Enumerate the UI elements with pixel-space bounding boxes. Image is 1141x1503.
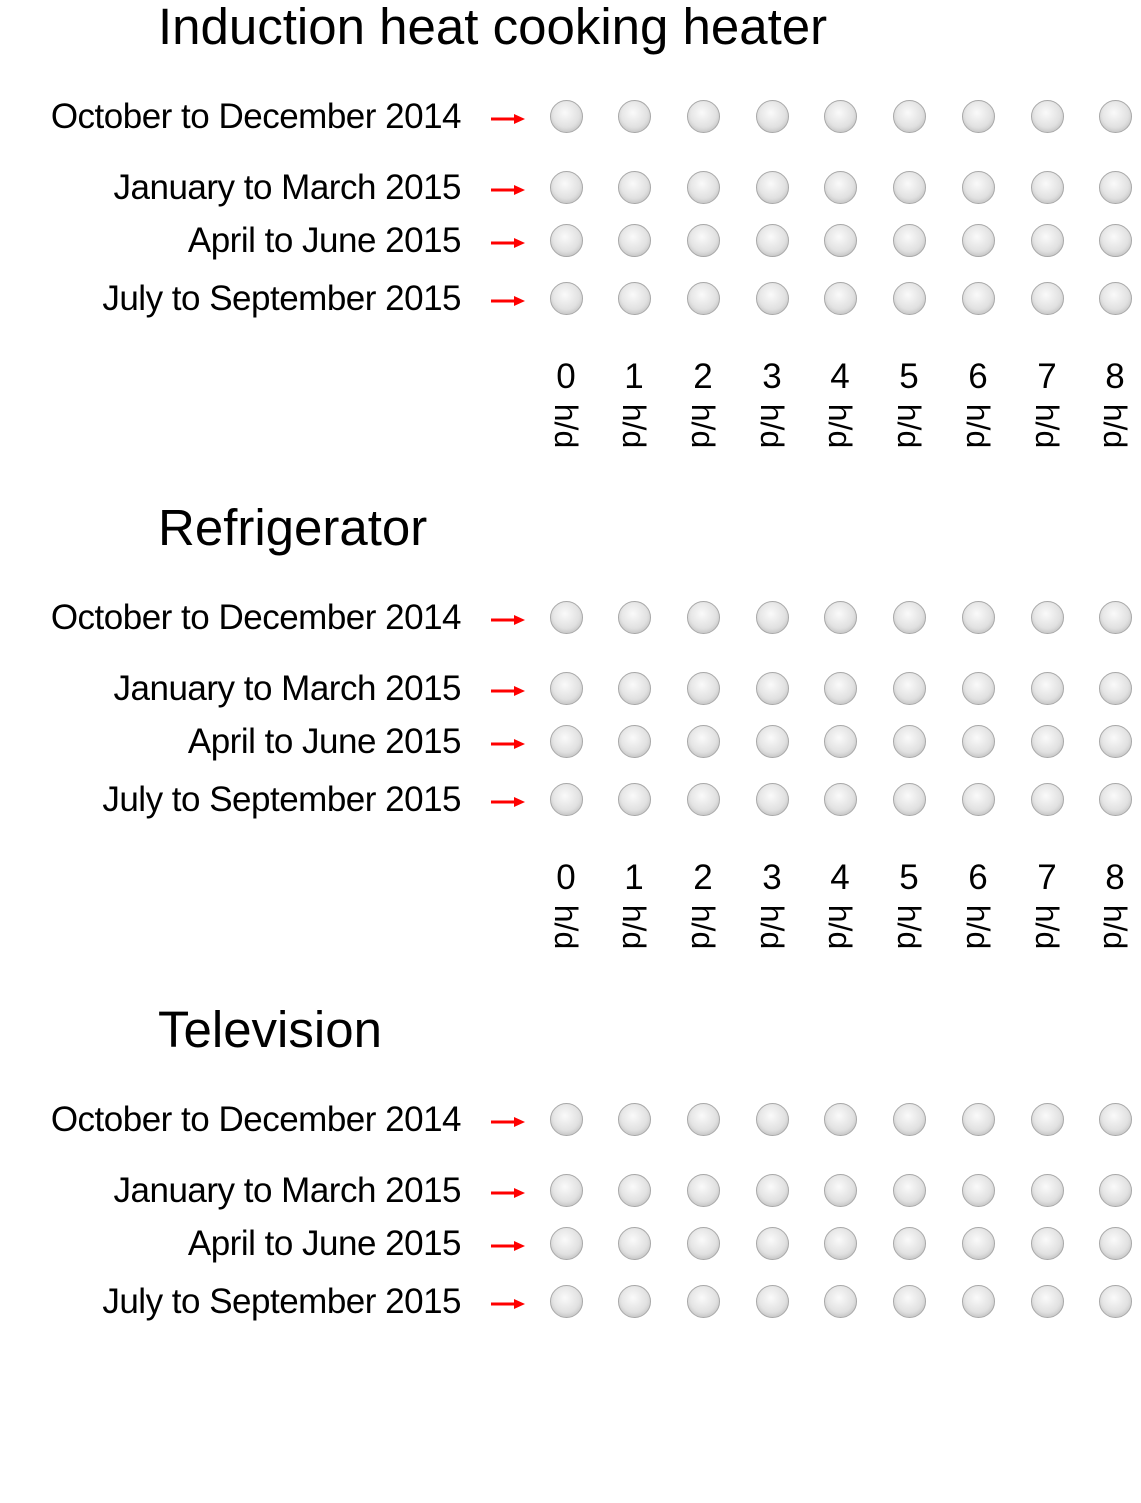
question-row [0, 168, 1141, 208]
radio-option-7-hd[interactable] [1031, 171, 1064, 204]
radio-option-3-hd[interactable] [756, 224, 789, 257]
arrow-right-icon [490, 1171, 526, 1211]
scale-value: 5 [899, 357, 919, 396]
radio-option-1-hd[interactable] [618, 725, 651, 758]
radio-option-0-hd[interactable] [550, 1103, 583, 1136]
scale-unit: h/d [1029, 904, 1065, 950]
radio-option-1-hd[interactable] [618, 1285, 651, 1318]
radio-option-5-hd[interactable] [893, 725, 926, 758]
radio-option-8-hd[interactable] [1099, 282, 1132, 315]
scale-unit: h/d [685, 403, 721, 449]
radio-option-4-hd[interactable] [824, 783, 857, 816]
scale-unit: h/d [891, 403, 927, 449]
radio-option-5-hd[interactable] [893, 171, 926, 204]
radio-option-3-hd[interactable] [756, 601, 789, 634]
radio-option-1-hd[interactable] [618, 1174, 651, 1207]
radio-option-6-hd[interactable] [962, 672, 995, 705]
radio-option-2-hd[interactable] [687, 1174, 720, 1207]
scale-tick [752, 358, 792, 463]
radio-option-1-hd[interactable] [618, 171, 651, 204]
hours-per-day-scale [0, 358, 1141, 463]
radio-option-6-hd[interactable] [962, 1285, 995, 1318]
radio-option-6-hd[interactable] [962, 100, 995, 133]
scale-value: 3 [762, 357, 782, 396]
radio-option-0-hd[interactable] [550, 601, 583, 634]
appliance-section [0, 0, 1141, 500]
period-label: January to March 2015 [113, 168, 461, 207]
radio-option-3-hd[interactable] [756, 725, 789, 758]
radio-option-8-hd[interactable] [1099, 171, 1132, 204]
radio-option-4-hd[interactable] [824, 1174, 857, 1207]
period-label: April to June 2015 [187, 221, 461, 260]
arrow-right-icon [490, 669, 526, 709]
scale-unit: h/d [548, 403, 584, 449]
radio-option-6-hd[interactable] [962, 783, 995, 816]
radio-option-4-hd[interactable] [824, 224, 857, 257]
question-row [0, 1171, 1141, 1211]
radio-option-5-hd[interactable] [893, 672, 926, 705]
radio-option-4-hd[interactable] [824, 1227, 857, 1260]
scale-tick [1027, 859, 1067, 964]
arrow-right-icon [490, 221, 526, 261]
appliance-section [0, 501, 1141, 1001]
scale-unit: h/d [1097, 403, 1133, 449]
scale-value: 1 [624, 858, 644, 897]
radio-option-5-hd[interactable] [893, 100, 926, 133]
arrow-right-icon [490, 722, 526, 762]
scale-value: 0 [556, 858, 576, 897]
scale-value: 7 [1037, 858, 1057, 897]
period-label: January to March 2015 [113, 669, 461, 708]
radio-option-7-hd[interactable] [1031, 725, 1064, 758]
radio-option-7-hd[interactable] [1031, 672, 1064, 705]
arrow-right-icon [490, 780, 526, 820]
arrow-right-icon [490, 1282, 526, 1322]
radio-option-0-hd[interactable] [550, 1174, 583, 1207]
period-label: July to September 2015 [102, 279, 461, 318]
radio-option-5-hd[interactable] [893, 224, 926, 257]
scale-unit: h/d [960, 403, 996, 449]
radio-option-4-hd[interactable] [824, 100, 857, 133]
radio-option-3-hd[interactable] [756, 171, 789, 204]
radio-option-0-hd[interactable] [550, 100, 583, 133]
radio-option-8-hd[interactable] [1099, 100, 1132, 133]
scale-value: 4 [830, 357, 850, 396]
radio-option-4-hd[interactable] [824, 1285, 857, 1318]
radio-option-2-hd[interactable] [687, 282, 720, 315]
question-row [0, 279, 1141, 319]
scale-tick [820, 859, 860, 964]
radio-option-2-hd[interactable] [687, 1285, 720, 1318]
question-row [0, 1224, 1141, 1264]
period-label: July to September 2015 [102, 1282, 461, 1321]
arrow-right-icon [490, 279, 526, 319]
question-row [0, 1100, 1141, 1140]
radio-option-0-hd[interactable] [550, 783, 583, 816]
radio-option-1-hd[interactable] [618, 783, 651, 816]
scale-tick [1095, 859, 1135, 964]
scale-unit: h/d [960, 904, 996, 950]
period-label: April to June 2015 [187, 1224, 461, 1263]
radio-option-4-hd[interactable] [824, 282, 857, 315]
radio-option-1-hd[interactable] [618, 224, 651, 257]
radio-option-2-hd[interactable] [687, 725, 720, 758]
radio-option-7-hd[interactable] [1031, 1174, 1064, 1207]
scale-unit: h/d [1097, 904, 1133, 950]
arrow-right-icon [490, 1224, 526, 1264]
scale-unit: h/d [616, 403, 652, 449]
radio-option-1-hd[interactable] [618, 601, 651, 634]
radio-option-3-hd[interactable] [756, 1227, 789, 1260]
radio-option-8-hd[interactable] [1099, 672, 1132, 705]
question-row [0, 780, 1141, 820]
radio-option-8-hd[interactable] [1099, 725, 1132, 758]
scale-tick [958, 358, 998, 463]
radio-option-0-hd[interactable] [550, 1285, 583, 1318]
radio-option-0-hd[interactable] [550, 1227, 583, 1260]
radio-option-6-hd[interactable] [962, 1103, 995, 1136]
radio-option-3-hd[interactable] [756, 1103, 789, 1136]
period-label: April to June 2015 [187, 722, 461, 761]
radio-option-2-hd[interactable] [687, 601, 720, 634]
radio-option-7-hd[interactable] [1031, 1285, 1064, 1318]
scale-value: 4 [830, 858, 850, 897]
radio-option-8-hd[interactable] [1099, 1174, 1132, 1207]
section-title: Television [158, 1001, 382, 1058]
radio-option-6-hd[interactable] [962, 282, 995, 315]
scale-tick [889, 358, 929, 463]
arrow-right-icon [490, 168, 526, 208]
radio-option-2-hd[interactable] [687, 672, 720, 705]
arrow-right-icon [490, 598, 526, 638]
radio-option-2-hd[interactable] [687, 171, 720, 204]
radio-option-7-hd[interactable] [1031, 282, 1064, 315]
radio-option-5-hd[interactable] [893, 1174, 926, 1207]
scale-tick [683, 859, 723, 964]
radio-option-5-hd[interactable] [893, 1285, 926, 1318]
radio-option-8-hd[interactable] [1099, 1103, 1132, 1136]
radio-option-5-hd[interactable] [893, 1103, 926, 1136]
appliance-section [0, 1003, 1141, 1503]
scale-unit: h/d [548, 904, 584, 950]
radio-option-6-hd[interactable] [962, 171, 995, 204]
period-label: July to September 2015 [102, 780, 461, 819]
radio-option-3-hd[interactable] [756, 672, 789, 705]
radio-option-6-hd[interactable] [962, 224, 995, 257]
scale-value: 6 [968, 357, 988, 396]
scale-tick [683, 358, 723, 463]
radio-option-7-hd[interactable] [1031, 601, 1064, 634]
question-row [0, 598, 1141, 638]
scale-value: 3 [762, 858, 782, 897]
radio-option-1-hd[interactable] [618, 100, 651, 133]
radio-option-6-hd[interactable] [962, 1227, 995, 1260]
radio-option-8-hd[interactable] [1099, 783, 1132, 816]
scale-unit: h/d [754, 403, 790, 449]
radio-option-7-hd[interactable] [1031, 100, 1064, 133]
radio-option-3-hd[interactable] [756, 1174, 789, 1207]
radio-option-6-hd[interactable] [962, 601, 995, 634]
radio-option-0-hd[interactable] [550, 224, 583, 257]
question-row [0, 669, 1141, 709]
radio-option-8-hd[interactable] [1099, 1227, 1132, 1260]
scale-unit: h/d [685, 904, 721, 950]
scale-value: 8 [1105, 858, 1125, 897]
radio-option-3-hd[interactable] [756, 100, 789, 133]
scale-value: 6 [968, 858, 988, 897]
radio-option-5-hd[interactable] [893, 783, 926, 816]
radio-option-2-hd[interactable] [687, 783, 720, 816]
radio-option-5-hd[interactable] [893, 601, 926, 634]
radio-option-5-hd[interactable] [893, 1227, 926, 1260]
arrow-right-icon [490, 97, 526, 137]
radio-option-2-hd[interactable] [687, 1227, 720, 1260]
scale-value: 8 [1105, 357, 1125, 396]
scale-unit: h/d [754, 904, 790, 950]
scale-unit: h/d [822, 403, 858, 449]
radio-option-1-hd[interactable] [618, 1103, 651, 1136]
scale-unit: h/d [822, 904, 858, 950]
scale-tick [546, 859, 586, 964]
period-label: October to December 2014 [50, 97, 461, 136]
radio-option-4-hd[interactable] [824, 1103, 857, 1136]
radio-option-3-hd[interactable] [756, 282, 789, 315]
radio-option-4-hd[interactable] [824, 601, 857, 634]
radio-option-8-hd[interactable] [1099, 1285, 1132, 1318]
radio-option-8-hd[interactable] [1099, 601, 1132, 634]
period-label: October to December 2014 [50, 1100, 461, 1139]
question-row [0, 1282, 1141, 1322]
radio-option-0-hd[interactable] [550, 672, 583, 705]
radio-option-1-hd[interactable] [618, 1227, 651, 1260]
radio-option-2-hd[interactable] [687, 1103, 720, 1136]
scale-tick [546, 358, 586, 463]
radio-option-3-hd[interactable] [756, 783, 789, 816]
radio-option-4-hd[interactable] [824, 171, 857, 204]
period-label: October to December 2014 [50, 598, 461, 637]
scale-unit: h/d [1029, 403, 1065, 449]
radio-option-2-hd[interactable] [687, 224, 720, 257]
scale-value: 2 [693, 357, 713, 396]
radio-option-6-hd[interactable] [962, 725, 995, 758]
arrow-right-icon [490, 1100, 526, 1140]
scale-tick [614, 859, 654, 964]
radio-option-0-hd[interactable] [550, 171, 583, 204]
radio-option-2-hd[interactable] [687, 100, 720, 133]
radio-option-5-hd[interactable] [893, 282, 926, 315]
radio-option-3-hd[interactable] [756, 1285, 789, 1318]
radio-option-1-hd[interactable] [618, 672, 651, 705]
scale-value: 5 [899, 858, 919, 897]
radio-option-1-hd[interactable] [618, 282, 651, 315]
scale-value: 7 [1037, 357, 1057, 396]
radio-option-0-hd[interactable] [550, 725, 583, 758]
scale-value: 2 [693, 858, 713, 897]
radio-option-7-hd[interactable] [1031, 783, 1064, 816]
scale-tick [820, 358, 860, 463]
scale-value: 1 [624, 357, 644, 396]
section-title: Refrigerator [158, 499, 428, 556]
question-row [0, 221, 1141, 261]
scale-tick [1095, 358, 1135, 463]
radio-option-4-hd[interactable] [824, 672, 857, 705]
hours-per-day-scale [0, 859, 1141, 964]
scale-tick [958, 859, 998, 964]
radio-option-4-hd[interactable] [824, 725, 857, 758]
scale-unit: h/d [616, 904, 652, 950]
radio-option-8-hd[interactable] [1099, 224, 1132, 257]
scale-tick [889, 859, 929, 964]
period-label: January to March 2015 [113, 1171, 461, 1210]
question-row [0, 722, 1141, 762]
radio-option-7-hd[interactable] [1031, 1227, 1064, 1260]
radio-option-7-hd[interactable] [1031, 1103, 1064, 1136]
radio-option-0-hd[interactable] [550, 282, 583, 315]
scale-unit: h/d [891, 904, 927, 950]
scale-tick [1027, 358, 1067, 463]
scale-tick [752, 859, 792, 964]
radio-option-6-hd[interactable] [962, 1174, 995, 1207]
scale-tick [614, 358, 654, 463]
radio-option-7-hd[interactable] [1031, 224, 1064, 257]
scale-value: 0 [556, 357, 576, 396]
question-row [0, 97, 1141, 137]
section-title: Induction heat cooking heater [158, 0, 828, 55]
